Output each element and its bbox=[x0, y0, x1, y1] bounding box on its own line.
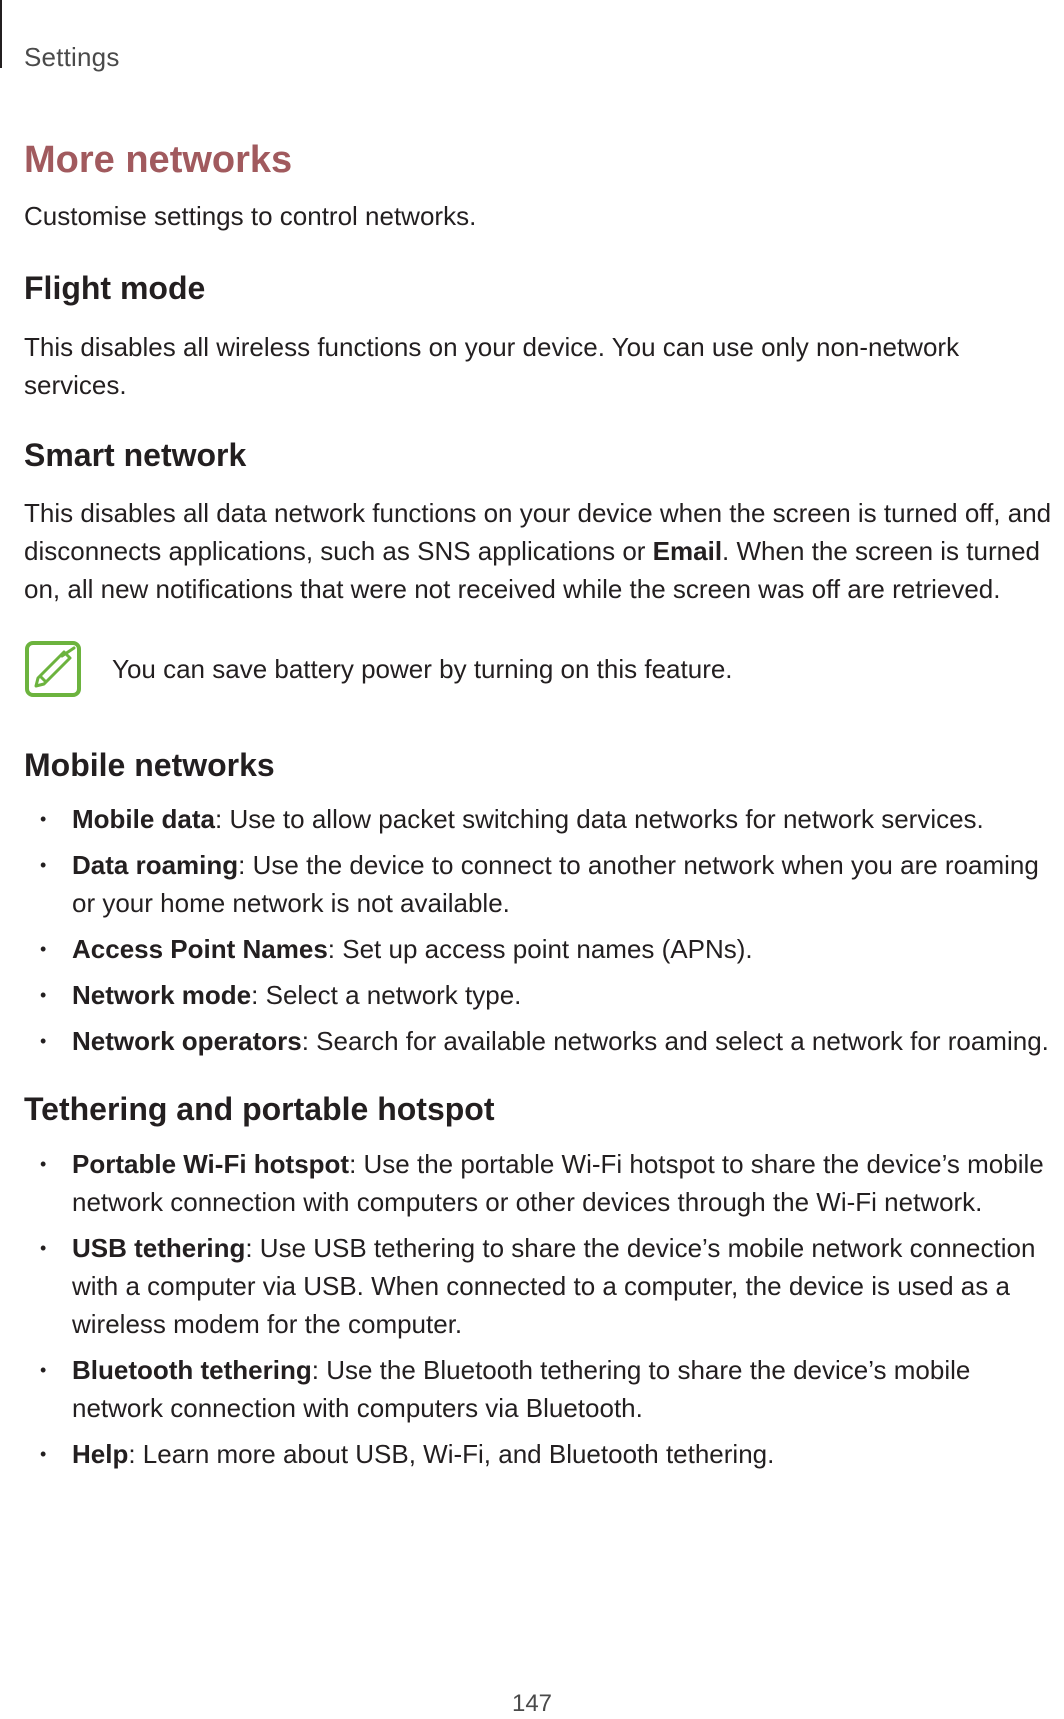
item-term: Mobile data bbox=[72, 804, 216, 835]
page-content bbox=[24, 138, 1054, 1481]
item-term: Help bbox=[72, 1438, 129, 1469]
bullet: • bbox=[40, 809, 47, 830]
item-desc: : Use to allow packet switching data networks for network services. bbox=[215, 804, 984, 835]
item-term: Data roaming bbox=[72, 850, 239, 881]
item-term: Network operators bbox=[72, 1026, 302, 1057]
item-desc: : Set up access point names (APNs). bbox=[327, 934, 753, 965]
bullet: • bbox=[40, 1237, 47, 1258]
tethering-list bbox=[24, 1145, 1054, 1473]
body-text: This disables all data network functions on your device when the screen is turned off, and disconnects applications, such as SNS applications or bbox=[24, 498, 1052, 567]
list-item bbox=[24, 1145, 1054, 1221]
item-desc: : Use USB tethering to share the device’s mobile network connection with a computer via USB. When connected to a computer, the device is used as a wireless modem for the computer. bbox=[72, 1232, 1036, 1339]
chapter-intro: Customise settings to control networks. bbox=[24, 200, 477, 231]
item-desc: : Use the Bluetooth tethering to share the device’s mobile network connection with computers via Bluetooth. bbox=[72, 1354, 971, 1423]
bullet: • bbox=[40, 1443, 47, 1464]
section-heading: Flight mode bbox=[24, 270, 206, 307]
item-term: Network mode bbox=[72, 980, 252, 1011]
note-callout bbox=[24, 638, 1054, 700]
section-smart-network bbox=[24, 436, 1054, 700]
page-number: 147 bbox=[511, 1690, 553, 1717]
mobile-networks-list bbox=[24, 800, 1054, 1060]
item-desc: : Search for available networks and select a network for roaming. bbox=[301, 1026, 1049, 1057]
note-text: You can save battery power by turning on this feature. bbox=[112, 654, 733, 685]
bullet: • bbox=[40, 1359, 47, 1380]
section-body bbox=[24, 494, 1054, 608]
body-text: . When the screen is turned on, all new notifications that were not received while the screen was off are retrieved. bbox=[24, 536, 1040, 605]
item-desc: : Use the portable Wi-Fi hotspot to share the device’s mobile network connection with computers or other devices through the Wi-Fi network. bbox=[72, 1148, 1044, 1217]
list-item bbox=[24, 800, 1054, 838]
item-term: Access Point Names bbox=[72, 934, 328, 965]
body-term: Email bbox=[652, 536, 723, 567]
list-item bbox=[24, 1022, 1054, 1060]
running-head: Settings bbox=[24, 42, 120, 72]
bullet: • bbox=[40, 1153, 47, 1174]
list-item bbox=[24, 1351, 1054, 1427]
section-tethering bbox=[24, 1090, 1054, 1472]
item-desc: : Use the device to connect to another network when you are roaming or your home network is not available. bbox=[72, 850, 1039, 919]
section-flight-mode bbox=[24, 269, 1054, 403]
section-heading: Mobile networks bbox=[24, 747, 275, 784]
bullet: • bbox=[40, 1031, 47, 1052]
section-heading: Smart network bbox=[24, 436, 247, 473]
item-desc: : Learn more about USB, Wi-Fi, and Bluetooth tethering. bbox=[128, 1438, 775, 1469]
bullet: • bbox=[40, 855, 47, 876]
item-term: USB tethering bbox=[72, 1232, 246, 1263]
list-item bbox=[24, 930, 1054, 968]
item-term: Bluetooth tethering bbox=[72, 1354, 312, 1385]
section-heading: Tethering and portable hotspot bbox=[24, 1091, 495, 1128]
check-note-icon bbox=[24, 640, 82, 698]
list-item bbox=[24, 846, 1054, 922]
list-item bbox=[24, 1435, 1054, 1473]
list-item bbox=[24, 1229, 1054, 1343]
list-item bbox=[24, 976, 1054, 1014]
item-term: Portable Wi-Fi hotspot bbox=[72, 1148, 350, 1179]
bullet: • bbox=[40, 939, 47, 960]
bullet: • bbox=[40, 985, 47, 1006]
header-rule bbox=[0, 0, 2, 68]
section-mobile-networks bbox=[24, 746, 1054, 1060]
item-desc: : Select a network type. bbox=[251, 980, 522, 1011]
chapter-title: More networks bbox=[24, 139, 293, 181]
section-body: This disables all wireless functions on your device. You can use only non-network services. bbox=[24, 331, 960, 400]
